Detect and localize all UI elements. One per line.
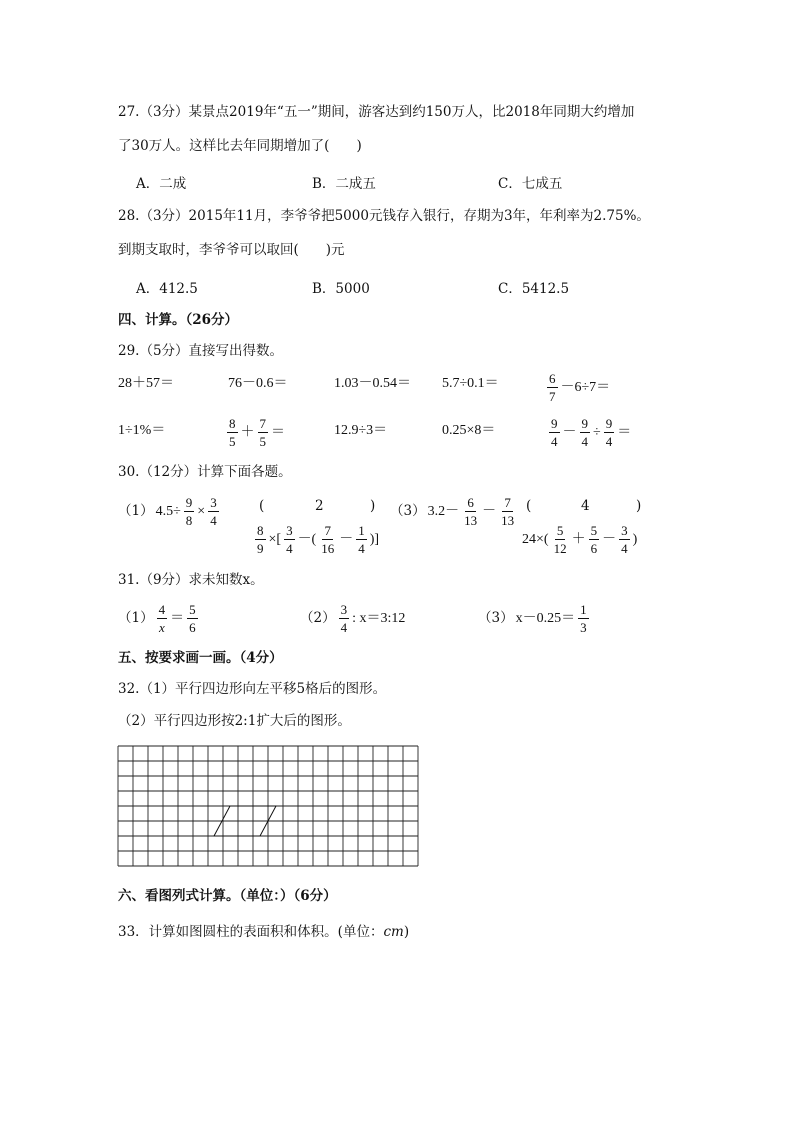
q29-r2-d: 0.25×8＝: [442, 423, 496, 438]
q32-line1: 32.（1）平行四边形向左平移5格后的图形。: [118, 681, 387, 697]
q27-option-a: A．二成: [136, 176, 187, 192]
q28-line1: 28.（3分）2015年11月，李爷爷把5000元钱存入银行，存期为3年，年利率为2.75%。: [118, 208, 650, 224]
q30-part-4-expression: 24×( $\frac{5}{12}$ ＋ $\frac{5}{6}$ － $\frac{3}{4}$ ): [522, 523, 638, 556]
q32-line2: （2）平行四边形按2:1扩大后的图形。: [118, 713, 351, 729]
q29-r2-e: $\frac{9}{4}$ － $\frac{9}{4}$ ÷ $\frac{9}{4}$ ＝: [551, 416, 632, 449]
section-4-title: 四、计算。（26分）: [118, 312, 239, 328]
q29-r1-c: 1.03－0.54＝: [334, 376, 411, 391]
q30-part-2-expression: $\frac{8}{9}$ ×[ $\frac{3}{4}$ －( $\frac{7}{16}$ － $\frac{1}{4}$ )]: [257, 523, 380, 556]
q30-part-4-label: 4: [581, 498, 590, 514]
q30-part-3: （3） 3.2－ $\frac{6}{13}$ － $\frac{7}{13}$: [390, 495, 515, 528]
q29-r1-b: 76－0.6＝: [228, 376, 288, 391]
q29-r1-e: $\frac{6}{7}$ －6÷7＝: [549, 371, 611, 404]
q27-line2: 了30万人。这样比去年同期增加了( ): [118, 138, 362, 154]
q33-text: 33．计算如图圆柱的表面积和体积。(单位：cm): [118, 924, 410, 940]
q29-r2-c: 12.9÷3＝: [334, 423, 388, 438]
q30-part-4-open-paren: (: [526, 498, 532, 514]
grid-figure: [116, 742, 420, 872]
q31-part-3: （3） x－0.25＝ $\frac{1}{3}$: [478, 602, 587, 635]
q31-part-1: （1） $\frac{4}{x}$ ＝ $\frac{5}{6}$: [118, 602, 196, 635]
q29-r1-a: 28＋57＝: [118, 376, 174, 391]
q31-title: 31.（9分）求未知数x。: [118, 572, 264, 588]
q30-part-2-label: 2: [315, 498, 324, 514]
q29-r2-a: 1÷1%＝: [118, 423, 166, 438]
q28-line2: 到期支取时，李爷爷可以取回( )元: [118, 242, 345, 258]
q27-option-c: C．七成五: [498, 176, 563, 192]
fraction: $\frac{6}{7}$: [549, 371, 556, 404]
q29-title: 29.（5分）直接写出得数。: [118, 343, 284, 359]
q30-part-4-close-paren: ): [636, 498, 642, 514]
q31-part-2: （2） $\frac{3}{4}$ : x＝3:12: [300, 602, 406, 635]
q28-option-a: A．412.5: [136, 281, 198, 297]
q29-r2-b: $\frac{8}{5}$ ＋ $\frac{7}{5}$ ＝: [229, 416, 285, 449]
q30-part-2-close-paren: ): [370, 498, 376, 514]
q30-title: 30.（12分）计算下面各题。: [118, 464, 292, 480]
section-6-title: 六、看图列式计算。（单位：）（6分）: [118, 888, 337, 904]
q30-part-1: （1） 4.5÷ $\frac{9}{8}$ × $\frac{3}{4}$: [118, 495, 217, 528]
q27-line1: 27.（3分）某景点2019年“五一”期间，游客达到约150万人，比2018年同期大约增加: [118, 104, 635, 120]
q29-r1-d: 5.7÷0.1＝: [442, 376, 499, 391]
q28-option-c: C．5412.5: [498, 281, 570, 297]
q30-part-2-open-paren: (: [259, 498, 265, 514]
q28-option-b: B．5000: [312, 281, 370, 297]
q27-option-b: B．二成五: [312, 176, 376, 192]
section-5-title: 五、按要求画一画。（4分）: [118, 650, 283, 666]
